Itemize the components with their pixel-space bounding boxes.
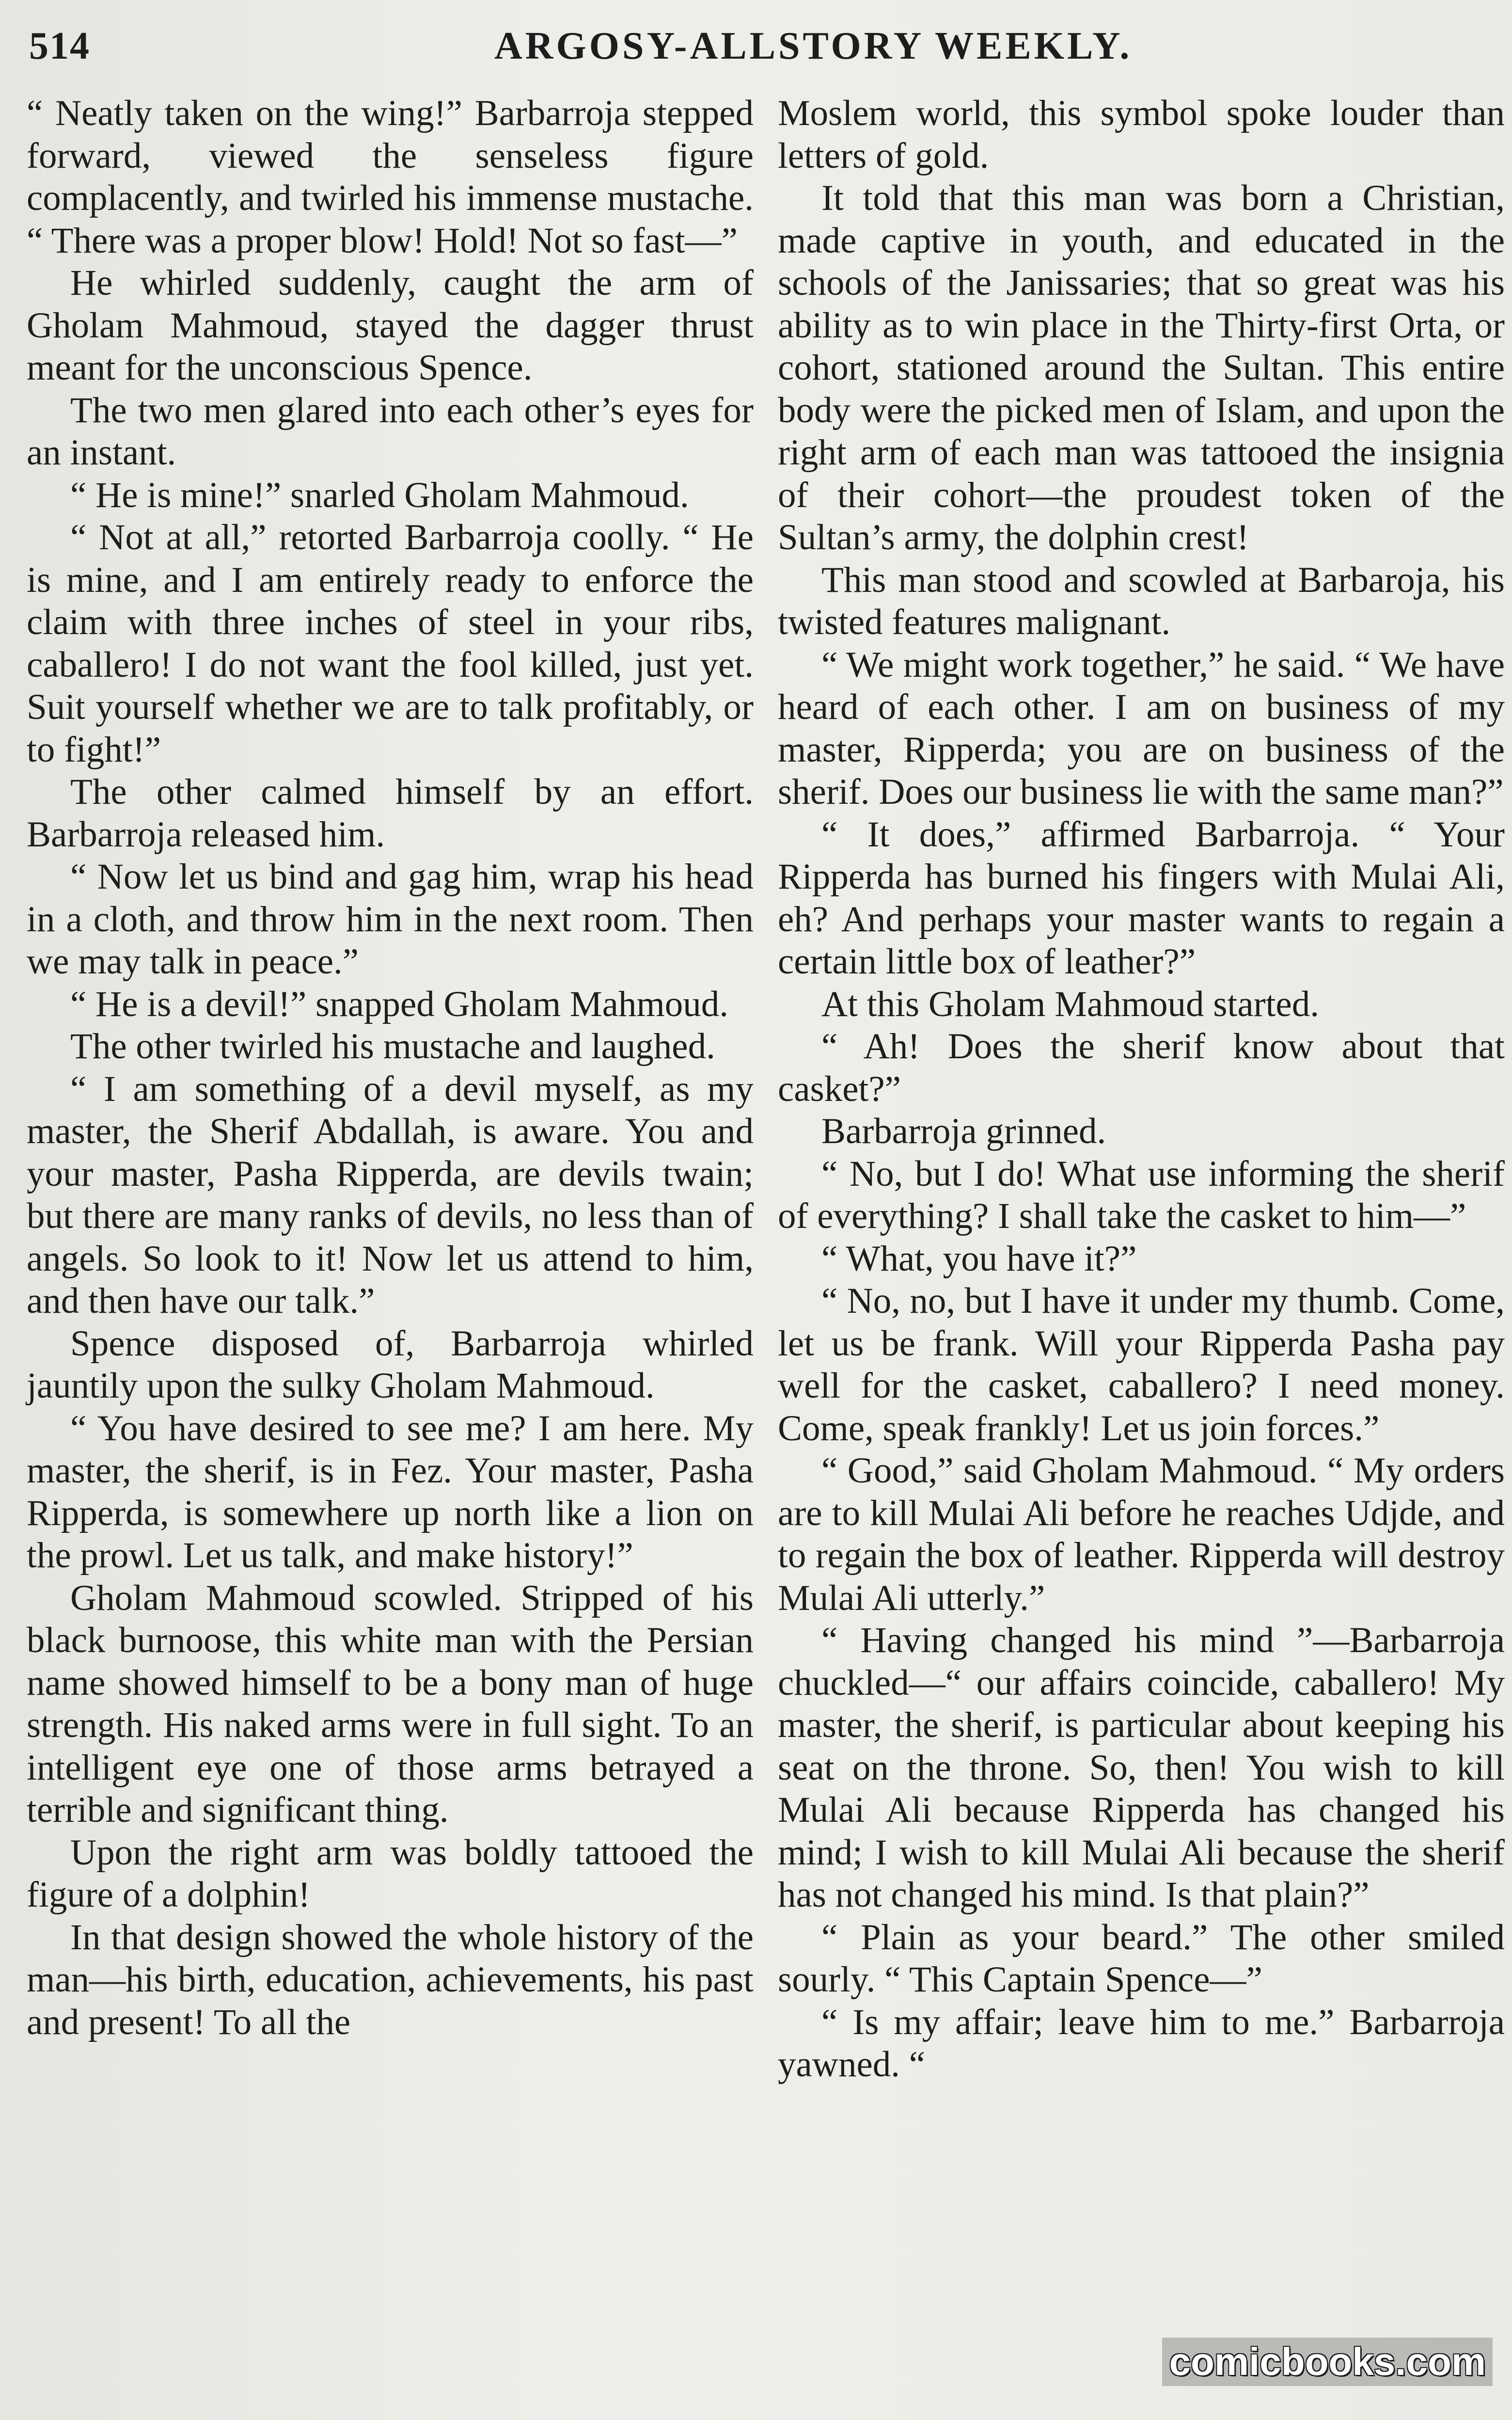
paragraph: Spence disposed of, Barbarroja whirled jauntily upon the sulky Gholam Mahmoud. [27,1323,754,1406]
paragraph: Upon the right arm was boldly tattooed the figure of a dolphin! [27,1832,754,1915]
paragraph: Gholam Mahmoud scowled. Stripped of his black burnoose, this white man with the Persian name showed himself to be a bony man of huge strength. His naked arms were in full sight. To an intelligent eye one of those arms betrayed a terrible and significant thing. [27,1577,754,1830]
paragraph: He whirled suddenly, caught the arm of Gholam Mahmoud, stayed the dagger thrust meant for the unconscious Spence. [27,263,754,388]
paragraph: “ Good,” said Gholam Mahmoud. “ My orders are to kill Mulai Ali before he reaches Udjde, and to regain the box of leather. Ripperda will destroy Mulai Ali utterly.” [778,1450,1505,1618]
paragraph: At this Gholam Mahmoud started. [821,984,1319,1024]
paragraph: “ Having changed his mind ”—Barbarroja chuckled—“ our affairs coincide, caballero! My master, the sherif, is particular about keeping his seat on the throne. So, then! You wish to kill Mulai Ali because Ripperda has changed his mind; I wish to kill Mulai Ali because the sherif has not changed his mind. Is that plain?” [778,1620,1505,1915]
paragraph: “ Now let us bind and gag him, wrap his head in a cloth, and throw him in the next room. Then we may talk in peace.” [27,857,754,982]
paragraph: “ He is mine!” snarled Gholam Mahmoud. [70,475,689,515]
watermark: comicbooks.com [1162,2338,1493,2386]
page-header [29,15,1483,87]
paragraph: “ Is my affair; leave him to me.” Barbarroja yawned. “ [778,2002,1505,2085]
paragraph: The two men glared into each other’s eyes for an instant. [27,390,754,473]
paragraph: The other twirled his mustache and laughed. [70,1026,715,1067]
paragraph: “ It does,” affirmed Barbarroja. “ Your Ripperda has burned his fingers with Mulai Ali, eh? And perhaps your master wants to regain a certain little box of leather?” [778,814,1505,982]
paragraph: “ Not at all,” retorted Barbarroja coolly. “ He is mine, and I am entirely ready to enforce the claim with three inches of steel in your ribs, caballero! I do not want the fool killed, just yet. Suit yourself whether we are to talk profitably, or to fight!” [27,517,754,770]
paragraph: It told that this man was born a Christian, made captive in youth, and educated in the schools of the Janissaries; that so great was his ability as to win place in the Thirty-first Orta, or cohort, stationed around the Sultan. This entire body were the picked men of Islam, and upon the right arm of each man was tattooed the insignia of their cohort—the proudest token of the Sultan’s army, the dolphin crest! [778,178,1505,557]
paragraph: In that design showed the whole history of the man—his birth, education, achievements, his past and present! To all the [27,1917,754,2042]
paragraph: “ No, but I do! What use informing the sherif of everything? I shall take the casket to him—” [778,1153,1505,1236]
paragraph: “ Neatly taken on the wing!” Barbarroja stepped forward, viewed the senseless figure complacently, and twirled his immense mustache. “ There was a proper blow! Hold! Not so fast—” [27,93,754,261]
paragraph: “ Plain as your beard.” The other smiled sourly. “ This Captain Spence—” [778,1917,1505,2000]
paragraph: The other calmed himself by an effort. Barbarroja released him. [27,772,754,855]
left-column [27,92,754,2043]
paragraph: Moslem world, this symbol spoke louder than letters of gold. [778,93,1505,176]
paragraph: “ He is a devil!” snapped Gholam Mahmoud. [70,984,728,1024]
paragraph: “ Ah! Does the sherif know about that casket?” [778,1026,1505,1109]
paragraph: “ What, you have it?” [821,1238,1137,1279]
page-number: 514 [29,25,90,67]
paragraph: Barbarroja grinned. [821,1111,1106,1151]
paragraph: “ We might work together,” he said. “ We have heard of each other. I am on business of my master, Ripperda; you are on business of the sherif. Does our business lie with the same man?” [778,644,1505,812]
running-head: ARGOSY-ALLSTORY WEEKLY. [494,25,1133,67]
right-column [778,92,1505,2086]
paragraph: “ You have desired to see me? I am here. My master, the sherif, is in Fez. Your master, Pasha Ripperda, is somewhere up north like a lion on the prowl. Let us talk, and make history!” [27,1408,754,1576]
paragraph: This man stood and scowled at Barbaroja, his twisted features malignant. [778,559,1505,642]
paragraph: “ I am something of a devil myself, as my master, the Sherif Abdallah, is aware. You and your master, Pasha Ripperda, are devils twain; but there are many ranks of devils, no less than of angels. So look to it! Now let us attend to him, and then have our talk.” [27,1068,754,1321]
paragraph: “ No, no, but I have it under my thumb. Come, let us be frank. Will your Ripperda Pasha pay well for the casket, caballero? I need money. Come, speak frankly! Let us join forces.” [778,1281,1505,1449]
